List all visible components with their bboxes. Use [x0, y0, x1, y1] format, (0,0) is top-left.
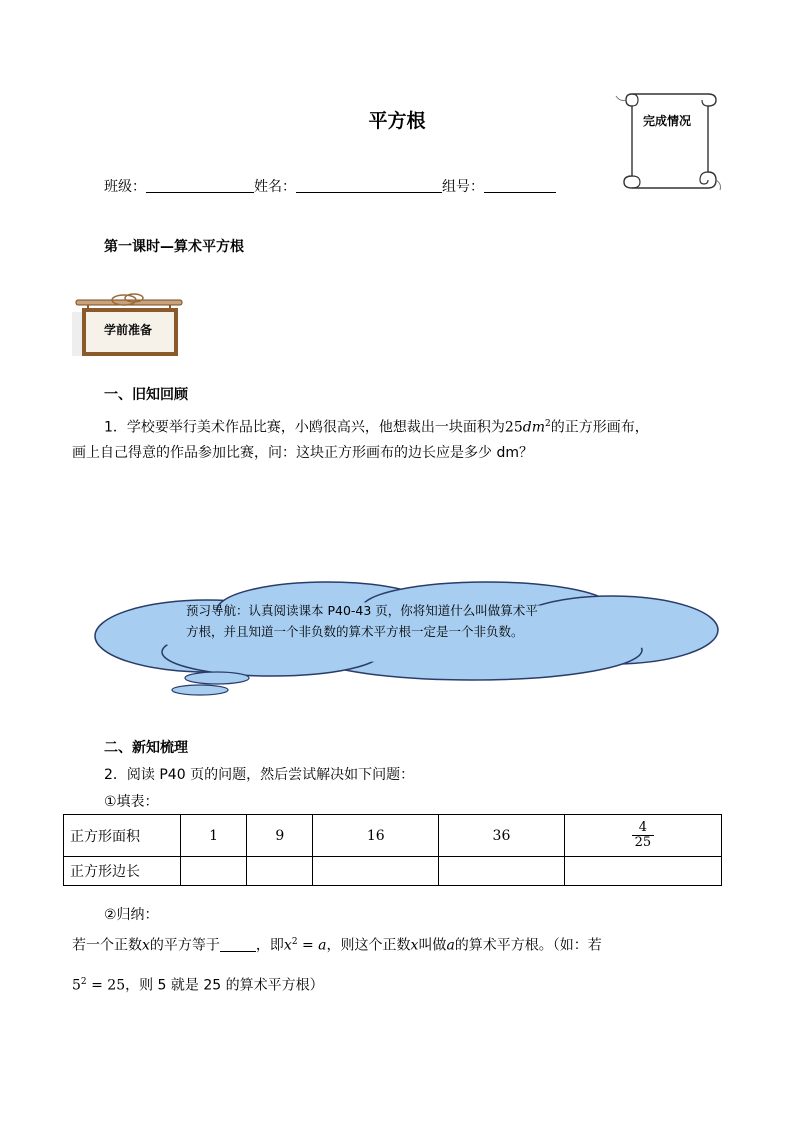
name-field[interactable] [296, 178, 442, 193]
prep-sign-label: 学前准备 [103, 323, 152, 337]
area-cell: 1 [181, 815, 247, 857]
class-label: 班级： [104, 179, 146, 195]
definition-line-1: 若一个正数x的平方等于 ，即$x^2 = a$，则这个正数x叫做a的算术平方根。（如：若 [72, 937, 602, 954]
class-field[interactable] [146, 178, 254, 193]
side-cell[interactable] [247, 857, 313, 886]
area-cell: 36 [439, 815, 565, 857]
section-heading-review: 一、旧知回顾 [104, 387, 188, 403]
row-label-area: 正方形面积 [64, 815, 181, 857]
completion-label: 完成情况 [642, 114, 691, 128]
area-cell: 16 [313, 815, 439, 857]
table-row [64, 857, 722, 886]
preview-guide-text: 预习导航：认真阅读课本 P40-43 页，你将知道什么叫做算术平 方根，并且知道一个非负数的算术平方根一定是一个非负数。 [186, 603, 538, 639]
student-info-line [104, 176, 556, 196]
row-label-side: 正方形边长 [64, 857, 181, 886]
side-cell[interactable] [181, 857, 247, 886]
name-label: 姓名： [254, 179, 296, 195]
fraction: $\frac{4}{25}$ [632, 821, 655, 850]
area-cell-fraction [564, 815, 721, 857]
side-cell[interactable] [313, 857, 439, 886]
completion-scroll-icon [612, 92, 724, 192]
problem-1-line-2: 画上自己得意的作品参加比赛，问：这块正方形画布的边长应是多少 dm？ [72, 445, 533, 461]
definition-line-2: $5^2 = 25$，则 5 就是 25 的算术平方根） [72, 977, 324, 994]
group-field[interactable] [484, 178, 556, 193]
definition-blank[interactable] [220, 937, 256, 952]
page-title: 平方根 [368, 110, 426, 132]
area-cell: 9 [247, 815, 313, 857]
side-cell[interactable] [439, 857, 565, 886]
summary-label: ②归纳： [104, 907, 159, 923]
side-cell[interactable] [564, 857, 721, 886]
problem-1-line-1: 1．学校要举行美术作品比赛，小鸥很高兴，他想裁出一块面积为$25dm^2$的正方形画布， [104, 419, 649, 436]
group-label: 组号： [442, 179, 484, 195]
fill-table-label: ①填表： [104, 794, 159, 810]
section-heading-new: 二、新知梳理 [104, 740, 188, 756]
table-row [64, 815, 722, 857]
problem-2-text: 2．阅读 P40 页的问题，然后尝试解决如下问题： [104, 767, 415, 783]
lesson-title: 第一课时—算术平方根 [104, 239, 244, 255]
square-table [63, 814, 722, 886]
